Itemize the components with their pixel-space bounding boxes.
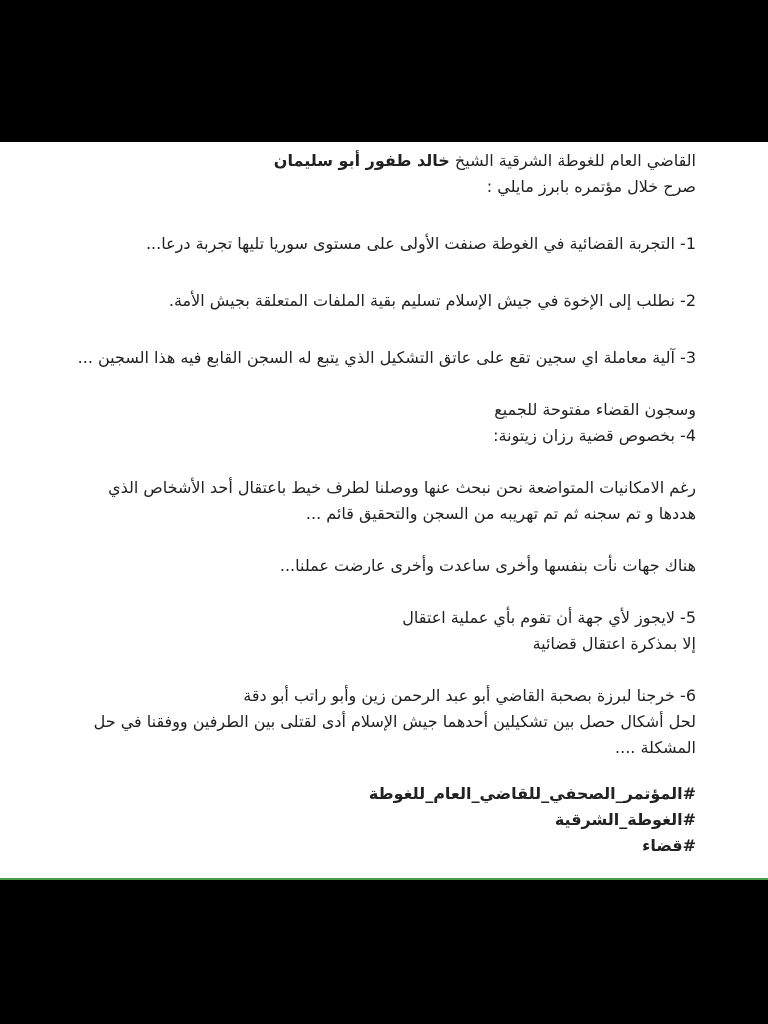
statement-text <box>56 148 696 859</box>
hashtag-list <box>56 781 696 859</box>
hashtag[interactable]: #المؤتمر_الصحفي_للقاضي_العام_للغوطة <box>368 784 696 803</box>
paragraph-line: هددها و تم سجنه ثم تم تهريبه من السجن والتحقيق قائم ... <box>305 504 696 523</box>
hashtag[interactable]: #الغوطة_الشرقية <box>554 810 696 829</box>
hashtag[interactable]: #قضاء <box>642 836 696 855</box>
title-prefix: القاضي العام للغوطة الشرقية الشيخ <box>449 151 696 170</box>
paragraph-line: هناك جهات نأت بنفسها وأخرى ساعدت وأخرى عارضت عملنا... <box>279 556 696 575</box>
statement-subtitle: صرح خلال مؤتمره بابرز مايلي : <box>486 177 696 196</box>
paragraph-line: رغم الامكانيات المتواضعة نحن نبحث عنها ووصلنا لطرف خيط باعتقال أحد الأشخاص الذي <box>108 478 696 497</box>
statement-title <box>56 148 696 174</box>
prisons-line: وسجون القضاء مفتوحة للجميع <box>494 400 696 419</box>
paragraph-line: المشكلة .... <box>615 738 696 757</box>
judge-name: خالد طفور أبو سليمان <box>273 151 450 170</box>
list-item: 3- آلية معاملة اي سجين تقع على عاتق التشكيل الذي يتبع له السجن القابع فيه هذا السجين ... <box>77 348 696 367</box>
list-item: 6- خرجنا لبرزة بصحبة القاضي أبو عبد الرحمن زين وأبو راتب أبو دقة <box>243 686 696 705</box>
list-item: 2- نطلب إلى الإخوة في جيش الإسلام تسليم بقية الملفات المتعلقة بجيش الأمة. <box>168 291 696 310</box>
paragraph-line: إلا بمذكرة اعتقال قضائية <box>532 634 696 653</box>
document-page <box>0 142 768 880</box>
list-item: 4- بخصوص قضية رزان زيتونة: <box>493 426 696 445</box>
paragraph-line: لحل أشكال حصل بين تشكيلين أحدهما جيش الإسلام أدى لقتلى بين الطرفين ووفقنا في حل <box>93 712 696 731</box>
list-item: 5- لايجوز لأي جهة أن تقوم بأي عملية اعتقال <box>402 608 696 627</box>
list-item: 1- التجربة القضائية في الغوطة صنفت الأولى على مستوى سوريا تليها تجربة درعا... <box>145 234 696 253</box>
